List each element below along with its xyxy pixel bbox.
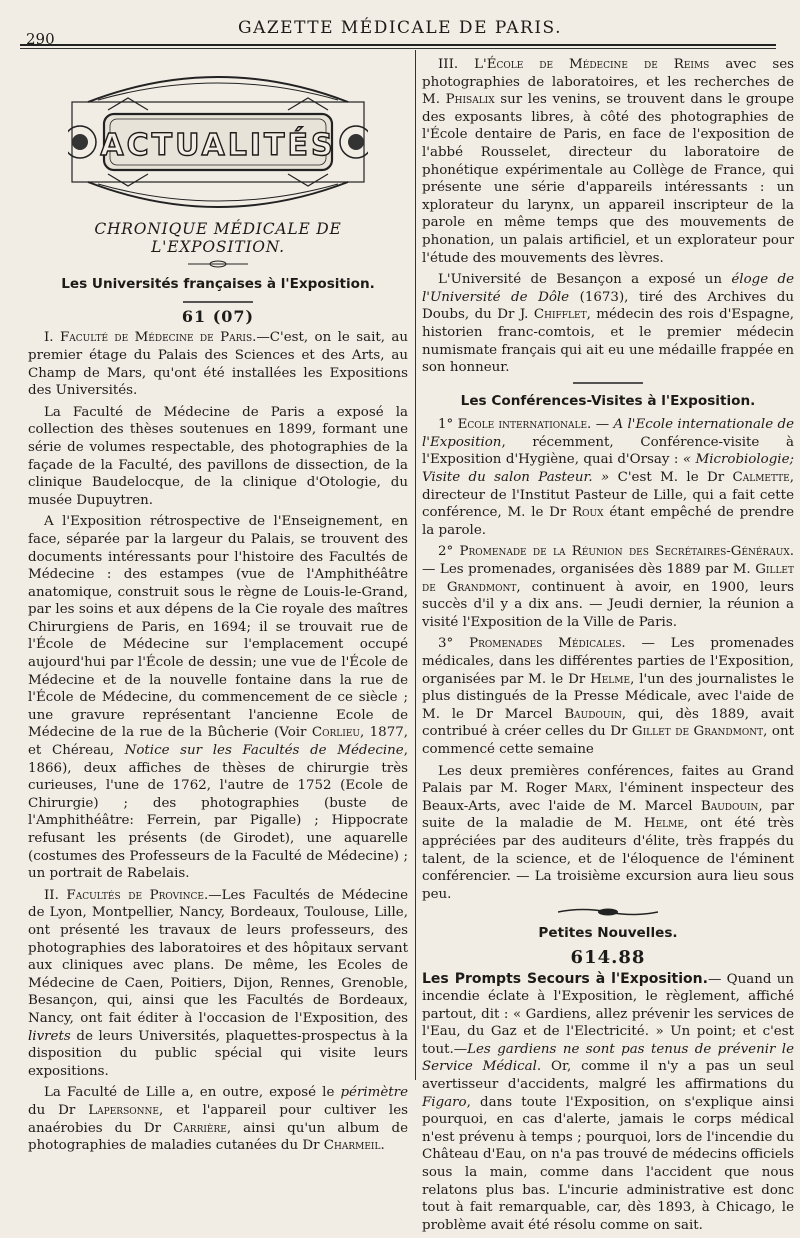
paragraph: III. L'École de Médecine de Reims avec ses photographies de laboratoires, et les recherches de M. Phisalix sur les venins, se trouvent dans le groupe des exposants libres, à côté des photographies de l'École dentaire de Paris, en face de l'exposition de l'abbé Rousselet, directeur du laboratoire de phonétique expérimentale au Collège de France, qui présente une série d'appareils intéressants : un xplorateur du larynx, un appareil inscripteur de la parole en même temps que des mouvements de phonation, un palais artificiel, et un explorateur pour l'étude des mouvements des lèvres. xyxy=(422,57,794,266)
left-column xyxy=(28,56,408,1159)
paragraph: Les Prompts Secours à l'Exposition.— Quand un incendie éclate à l'Exposition, le règlement, affiché partout, dit : « Gardiens, allez prévenir les services de l'Eau, du Gaz et de l'Electricité. » Un point; et c'est tout.—Les gardiens ne sont pas tenus de prévenir le Service Médical. Or, comme il n'y a pas un seul avertisseur d'accidents, malgré les affirmations du Figaro, dans toute l'Exposition, on s'explique ainsi pourquoi, en cas d'alerte, jamais le corps médical n'est prévenu à temps ; pourquoi, lors de l'incendie du Château d'Eau, on n'a pas trouvé de médecins officiels sous la main, comme dans l'accident que nous relatons plus bas. L'incurie administrative est donc tout à fait remarquable, car, dès 1893, à Chicago, le problème avait été résolu comme on sait. xyxy=(422,970,795,1233)
conferences-heading: Les Conférences-Visites à l'Exposition. xyxy=(460,392,756,409)
paragraph: II. Facultés de Province.—Les Facultés de Médecine de Lyon, Montpellier, Nancy, Bordeaux, Toulouse, Lille, ont présenté les travaux de leurs professeurs, des photographies des laboratoires et des hôpitaux servant aux cliniques avec plans. De même, les Ecoles de Médecine de Caen, Poitiers, Dijon, Rennes, Grenoble, Besançon, qui, ainsi que les Facultés de Bordeaux, Nancy, ont fait éditer à l'occasion de l'Exposition, des livrets de leurs Universités, plaquettes-prospectus à la disposition du public spécial qui visite leurs expositions. xyxy=(28,887,408,1079)
paragraph: 1° Ecole internationale. — A l'Ecole internationale de l'Exposition, récemment, Conférence-visite à l'Exposition d'Hygiène, quai d'Orsay : « Microbiologie; Visite du salon Pasteur. » C'est M. le Dr Calmette, directeur de l'Institut Pasteur de Lille, qui a fait cette conférence, M. le Dr Roux étant empêché de prendre la parole. xyxy=(422,417,795,538)
paragraph: A l'Exposition rétrospective de l'Enseignement, en face, séparée par la largeur du Palais, se trouvent des documents intéressants pour l'histoire des Facultés de Médecine : des estampes (vue de l'Amphithéâtre anatomique, construit sous le règne de Louis-le-Grand, par les soins et aux dépens de la Cie royale des maîtres Chirurgiens de Paris, en 1694; il se trouvait rue de l'École de Médecine sur l'emplacement occupé aujourd'hui par l'École de dessin; une vue de l'École de Médecine et de la nouvelle fontaine dans la rue de l'École de Médecine, du commencement de ce siècle ; une gravure représentant l'ancienne Ecole de Médecine de la rue de la Bûcherie (Voir Corlieu, 1877, et Chéreau, Notice sur les Facultés de Médecine, 1866), deux affiches de thèses de chirurgie très curieuses, l'une de 1762, l'autre de 1752 (Ecole de Chirurgie) ; des photographies (buste de l'Amphithéâtre: Ferrein, par Pigalle) ; Hippocrate refusant les présents (de Girodet), une aquarelle (costumes des Professeurs de la Faculté de Médecine) ; un portrait de Rabelais. xyxy=(28,514,409,882)
news-heading: Petites Nouvelles. xyxy=(538,925,678,942)
column-divider xyxy=(415,50,416,1080)
paragraph: 2° Promenade de la Réunion des Secrétaires-Généraux. — Les promenades, organisées dès 1889 par M. Gillet de Grandmont, continuent à avoir, en 1900, leurs succès d'il y a dix ans. — Jeudi dernier, la réunion a visité l'Exposition de la Ville de Paris. xyxy=(422,544,795,630)
paragraph: Les deux premières conférences, faites au Grand Palais par M. Roger Marx, l'éminent inspecteur des Beaux-Arts, avec l'aide de M. Marcel Baudouin, par suite de la maladie de M. Helme, ont été très appréciées par des auditeurs d'élite, très frappés du talent, de la science, et de l'éloquence de l'éminent conférencier. — La troisième excursion aura lieu sous peu. xyxy=(422,763,794,902)
paragraph: La Faculté de Médecine de Paris a exposé la collection des thèses soutenues en 1899, formant une série de volumes respectable, des photographies de la façade de la Faculté, des pavillons de dissection, de la clinique Baudelocque, de la clinique d'Otologie, du musée Dupuytren. xyxy=(28,404,408,508)
journal-title: GAZETTE MÉDICALE DE PARIS. xyxy=(238,18,562,38)
actualites-banner xyxy=(68,62,368,217)
universities-heading: Les Universités françaises à l'Exposition. xyxy=(61,276,375,293)
page-number: 290 xyxy=(26,30,55,48)
ornament-divider xyxy=(188,260,248,268)
paragraph: La Faculté de Lille a, en outre, exposé le périmètre du Dr Lapersonne, et l'appareil pour cultiver les anaérobies du Dr Carrière, ainsi qu'un album de photographies de maladies cutanées du Dr Charmeil. xyxy=(28,1085,408,1154)
header-rule-thin xyxy=(20,48,776,49)
heading-rule xyxy=(183,300,253,304)
heading-rule xyxy=(573,381,643,385)
right-column xyxy=(422,56,794,1238)
ornament-divider xyxy=(558,907,658,917)
classification-code: 614.88 xyxy=(570,946,646,968)
classification-code: 61 (07) xyxy=(181,306,255,326)
paragraph: L'Université de Besançon a exposé un éloge de l'Université de Dôle (1673), tiré des Archives du Doubs, du Dr J. Chifflet, médecin des rois d'Espagne, historien franc-comtois, et le premier médecin numismate français qui ait eu une médaille frappée en son honneur. xyxy=(422,272,795,376)
paragraph: 3° Promenades Médicales. — Les promenades médicales, dans les différentes parties de l'Exposition, organisées par M. le Dr Helme, l'un des journalistes le plus distingués de la Presse Médicale, avec l'aide de M. le Dr Marcel Baudouin, qui, dès 1889, avait contribué à créer celles du Dr Gillet de Grandmont, ont commencé cette semaine xyxy=(422,636,794,757)
paragraph: I. Faculté de Médecine de Paris.—C'est, on le sait, au premier étage du Palais des Sciences et des Arts, au Champ de Mars, qu'ont été installées les Expositions des Universités. xyxy=(28,330,408,399)
banner-text: ACTUALITÉS xyxy=(100,128,336,163)
section-title: CHRONIQUE MÉDICALE DE L'EXPOSITION. xyxy=(94,220,342,256)
header-rule xyxy=(20,44,776,46)
